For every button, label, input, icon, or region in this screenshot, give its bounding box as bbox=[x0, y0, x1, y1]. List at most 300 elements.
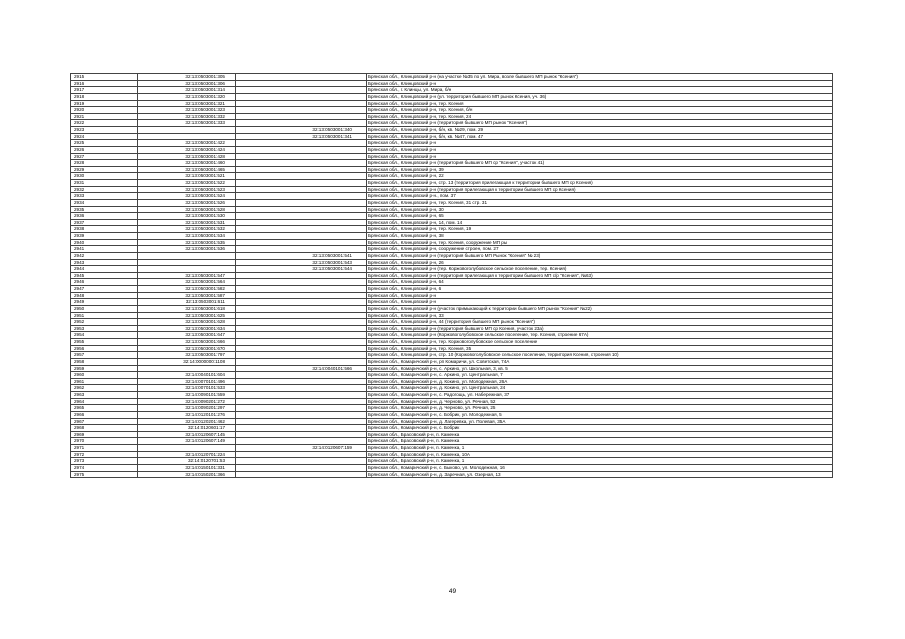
row-number-cell: 2971 bbox=[71, 445, 138, 452]
secondary-cadastral-number-cell bbox=[236, 299, 367, 306]
table-row bbox=[71, 431, 833, 438]
table-row bbox=[71, 133, 833, 140]
address-cell: Брянская обл., Комаричский р-н, с. Бобрик, ул. Молодежная, 5 bbox=[367, 411, 833, 418]
secondary-cadastral-number-cell: 32:13:0503001:544 bbox=[236, 266, 367, 273]
cadastral-number-cell: 32:13:0503001:422 bbox=[138, 140, 236, 147]
table-row bbox=[71, 464, 833, 471]
row-number-cell: 2948 bbox=[71, 292, 138, 299]
cadastral-number-cell: 32:13:0503001:634 bbox=[138, 325, 236, 332]
address-cell: Брянская обл., Клинцовский р-н (тер. Коржовоголубовское сельское поселение, тер. Ксения) bbox=[367, 266, 833, 273]
secondary-cadastral-number-cell bbox=[236, 219, 367, 226]
table-row bbox=[71, 378, 833, 385]
secondary-cadastral-number-cell bbox=[236, 272, 367, 279]
secondary-cadastral-number-cell bbox=[236, 166, 367, 173]
table-row bbox=[71, 372, 833, 379]
secondary-cadastral-number-cell bbox=[236, 193, 367, 200]
cadastral-number-cell: 32:14:0090201:272 bbox=[138, 398, 236, 405]
address-cell: Брянская обл., Клинцовский р-н (территория бывшего МП ср "Ксения", участок 41) bbox=[367, 160, 833, 167]
secondary-cadastral-number-cell bbox=[236, 405, 367, 412]
cadastral-number-cell: 32:13:0503001:534 bbox=[138, 233, 236, 240]
cadastral-number-cell bbox=[138, 252, 236, 259]
row-number-cell: 2965 bbox=[71, 405, 138, 412]
secondary-cadastral-number-cell bbox=[236, 213, 367, 220]
secondary-cadastral-number-cell bbox=[236, 385, 367, 392]
row-number-cell: 2932 bbox=[71, 186, 138, 193]
cadastral-number-cell bbox=[138, 365, 236, 372]
row-number-cell: 2957 bbox=[71, 352, 138, 359]
row-number-cell: 2933 bbox=[71, 193, 138, 200]
secondary-cadastral-number-cell bbox=[236, 411, 367, 418]
table-row bbox=[71, 352, 833, 359]
row-number-cell: 2934 bbox=[71, 199, 138, 206]
row-number-cell: 2952 bbox=[71, 319, 138, 326]
cadastral-number-cell: 32:13:0503001:532 bbox=[138, 226, 236, 233]
address-cell: Брянская обл., Клинцовский р-н, стр. 10 (Коржовоголубовское сельское поселение, территория Ксения, строения 10) bbox=[367, 352, 833, 359]
secondary-cadastral-number-cell: 32:14:0120607:159 bbox=[236, 445, 367, 452]
address-cell: Брянская обл., Комаричский р-н, д. Кокино, ул. Центральная, 24 bbox=[367, 385, 833, 392]
secondary-cadastral-number-cell bbox=[236, 246, 367, 253]
secondary-cadastral-number-cell bbox=[236, 345, 367, 352]
address-cell: Брянская обл., Клинцовский р-н, тер. Ксения, 19 bbox=[367, 226, 833, 233]
table-row bbox=[71, 411, 833, 418]
secondary-cadastral-number-cell bbox=[236, 471, 367, 478]
row-number-cell: 2969 bbox=[71, 431, 138, 438]
row-number-cell: 2972 bbox=[71, 451, 138, 458]
cadastral-number-cell: 32:13:0503001:424 bbox=[138, 146, 236, 153]
cadastral-number-cell: 32:13:0503001:522 bbox=[138, 180, 236, 187]
secondary-cadastral-number-cell bbox=[236, 425, 367, 432]
secondary-cadastral-number-cell bbox=[236, 186, 367, 193]
secondary-cadastral-number-cell bbox=[236, 146, 367, 153]
address-cell: Брянская обл., Комаричский р-н, д. Лагеревка, ул. Полевая, 35А bbox=[367, 418, 833, 425]
secondary-cadastral-number-cell bbox=[236, 431, 367, 438]
row-number-cell: 2938 bbox=[71, 226, 138, 233]
secondary-cadastral-number-cell bbox=[236, 74, 367, 81]
address-cell: Брянская обл., Клинцовский р-н, 14, пом. 14 bbox=[367, 219, 833, 226]
row-number-cell: 2942 bbox=[71, 252, 138, 259]
address-cell: Брянская обл., Брасовский р-н, п. Каменка, 10А bbox=[367, 451, 833, 458]
row-number-cell: 2968 bbox=[71, 425, 138, 432]
table-row bbox=[71, 180, 833, 187]
address-cell: Брянская обл., Клинцовский р-н, 39 bbox=[367, 166, 833, 173]
address-cell: Брянская обл., Брасовский р-н, п. Каменка, 1 bbox=[367, 445, 833, 452]
cadastral-number-cell: 32:13:0503001:306 bbox=[138, 80, 236, 87]
secondary-cadastral-number-cell: 32:14:0040101:566 bbox=[236, 365, 367, 372]
row-number-cell: 2918 bbox=[71, 93, 138, 100]
secondary-cadastral-number-cell bbox=[236, 153, 367, 160]
secondary-cadastral-number-cell bbox=[236, 292, 367, 299]
row-number-cell: 2958 bbox=[71, 358, 138, 365]
address-cell: Брянская обл., Клинцовский р-н bbox=[367, 299, 833, 306]
cadastral-number-cell: 32:13:0503001:523 bbox=[138, 186, 236, 193]
cadastral-number-cell: 32:14:0090201:297 bbox=[138, 405, 236, 412]
secondary-cadastral-number-cell: 32:13:0503001:340 bbox=[236, 127, 367, 134]
table-row bbox=[71, 199, 833, 206]
address-cell: Брянская обл., Клинцовский р-н, б/н, кв. №29, пом. 29 bbox=[367, 127, 833, 134]
secondary-cadastral-number-cell: 32:13:0503001:541 bbox=[236, 252, 367, 259]
cadastral-number-cell bbox=[138, 445, 236, 452]
table-row bbox=[71, 345, 833, 352]
row-number-cell: 2924 bbox=[71, 133, 138, 140]
row-number-cell: 2917 bbox=[71, 87, 138, 94]
secondary-cadastral-number-cell bbox=[236, 392, 367, 399]
table-row bbox=[71, 74, 833, 81]
secondary-cadastral-number-cell bbox=[236, 87, 367, 94]
row-number-cell: 2959 bbox=[71, 365, 138, 372]
registry-table-body bbox=[71, 74, 833, 478]
cadastral-number-cell: 32:13:0503001:666 bbox=[138, 339, 236, 346]
row-number-cell: 2945 bbox=[71, 272, 138, 279]
row-number-cell: 2955 bbox=[71, 339, 138, 346]
cadastral-number-cell: 32:14:0120101:276 bbox=[138, 411, 236, 418]
cadastral-number-cell: 32:14:0040101:604 bbox=[138, 372, 236, 379]
address-cell: Брянская обл., Комаричский р-н, д. Кокино, ул. Молодежная, 26А bbox=[367, 378, 833, 385]
cadastral-number-cell: 32:13:0503001:582 bbox=[138, 286, 236, 293]
cadastral-number-cell: 32:13:0503001:670 bbox=[138, 345, 236, 352]
secondary-cadastral-number-cell bbox=[236, 378, 367, 385]
address-cell: Брянская обл., Комаричский р-н, д. Черново, ул. Речная, 25 bbox=[367, 405, 833, 412]
address-cell: Брянская обл., Клинцовский р-н, 33 bbox=[367, 312, 833, 319]
secondary-cadastral-number-cell bbox=[236, 140, 367, 147]
row-number-cell: 2929 bbox=[71, 166, 138, 173]
address-cell: Брянская обл., Клинцовский р-н (территория прилегающая к территории бывшего МП с/р "Ксения", №63) bbox=[367, 272, 833, 279]
secondary-cadastral-number-cell bbox=[236, 160, 367, 167]
cadastral-number-cell: 32:13:0503001:528 bbox=[138, 206, 236, 213]
row-number-cell: 2946 bbox=[71, 279, 138, 286]
row-number-cell: 2961 bbox=[71, 378, 138, 385]
address-cell: Брянская обл., Клинцовский р-н, 65 bbox=[367, 213, 833, 220]
row-number-cell: 2956 bbox=[71, 345, 138, 352]
secondary-cadastral-number-cell bbox=[236, 418, 367, 425]
address-cell: Брянская обл., Клинцовский р-н, тер. Ксения, сооружение МП ры bbox=[367, 239, 833, 246]
address-cell: Брянская обл., Клинцовский р-н (территория бывшего МП рынок "Ксения") bbox=[367, 120, 833, 127]
row-number-cell: 2954 bbox=[71, 332, 138, 339]
table-row bbox=[71, 266, 833, 273]
address-cell: Брянская обл., Клинцовский р-н (территория бывшего МП ср Ксения, участок 23а) bbox=[367, 325, 833, 332]
secondary-cadastral-number-cell bbox=[236, 312, 367, 319]
address-cell: Брянская обл., Клинцовский р-н (участок примыкающий к территории бывшего МП рынок "Ксения" №22) bbox=[367, 305, 833, 312]
cadastral-number-cell: 32:13:0503001:305 bbox=[138, 74, 236, 81]
address-cell: Брянская обл., Клинцовский р-н bbox=[367, 80, 833, 87]
cadastral-number-cell: 32:13:0503001:531 bbox=[138, 219, 236, 226]
cadastral-number-cell: 32:13:0503001:323 bbox=[138, 107, 236, 114]
row-number-cell: 2975 bbox=[71, 471, 138, 478]
table-row bbox=[71, 127, 833, 134]
cadastral-number-cell: 32:13:0503001:321 bbox=[138, 100, 236, 107]
row-number-cell: 2926 bbox=[71, 146, 138, 153]
table-row bbox=[71, 239, 833, 246]
address-cell: Брянская обл., Клинцовский р-н, стр. 13 (территория прилегающая к территории бывшего МП ср Ксения) bbox=[367, 180, 833, 187]
table-row bbox=[71, 385, 833, 392]
address-cell: Брянская обл., Клинцовский р-н (территория прилегающая к территории бывшего МП ср Ксения) bbox=[367, 186, 833, 193]
table-row bbox=[71, 405, 833, 412]
address-cell: Брянская обл., Клинцовский р-н, тер. Ксения bbox=[367, 100, 833, 107]
row-number-cell: 2915 bbox=[71, 74, 138, 81]
cadastral-number-cell: 32:14:0070101:533 bbox=[138, 385, 236, 392]
table-row bbox=[71, 392, 833, 399]
row-number-cell: 2966 bbox=[71, 411, 138, 418]
cadastral-number-cell: 32:14:0120701:224 bbox=[138, 451, 236, 458]
table-row bbox=[71, 113, 833, 120]
table-row bbox=[71, 325, 833, 332]
address-cell: Брянская обл., Клинцовский р-н, 26 bbox=[367, 259, 833, 266]
table-row bbox=[71, 173, 833, 180]
cadastral-number-cell: 32:14:0120701:53 bbox=[138, 458, 236, 465]
cadastral-number-cell: 32:14:0090101:559 bbox=[138, 392, 236, 399]
address-cell: Брянская обл., Брасовский р-н, п. Каменка bbox=[367, 431, 833, 438]
table-row bbox=[71, 93, 833, 100]
cadastral-number-cell: 32:13:0503001:332 bbox=[138, 113, 236, 120]
row-number-cell: 2967 bbox=[71, 418, 138, 425]
cadastral-number-cell: 32:14:0000000:1108 bbox=[138, 358, 236, 365]
address-cell: Брянская обл., Клинцовский р-н (Коржовоголубовское сельское поселение, тер. Ксения, строение 67А) bbox=[367, 332, 833, 339]
row-number-cell: 2970 bbox=[71, 438, 138, 445]
table-row bbox=[71, 451, 833, 458]
row-number-cell: 2935 bbox=[71, 206, 138, 213]
cadastral-number-cell: 32:13:0503001:647 bbox=[138, 332, 236, 339]
cadastral-number-cell: 32:13:0503001:526 bbox=[138, 199, 236, 206]
address-cell: Брянская обл., Клинцовский р-н (на участке №35 по ул. Мира, возле бывшего МП рынок "Ксения") bbox=[367, 74, 833, 81]
table-row bbox=[71, 80, 833, 87]
table-row bbox=[71, 471, 833, 478]
cadastral-number-cell: 32:14:0070101:496 bbox=[138, 378, 236, 385]
row-number-cell: 2941 bbox=[71, 246, 138, 253]
secondary-cadastral-number-cell bbox=[236, 372, 367, 379]
table-row bbox=[71, 312, 833, 319]
address-cell: Брянская обл., г. Клинцы, ул. Мира, б/н bbox=[367, 87, 833, 94]
cadastral-number-cell: 32:13:0503001:535 bbox=[138, 239, 236, 246]
table-row bbox=[71, 365, 833, 372]
table-row bbox=[71, 259, 833, 266]
row-number-cell: 2960 bbox=[71, 372, 138, 379]
row-number-cell: 2919 bbox=[71, 100, 138, 107]
row-number-cell: 2936 bbox=[71, 213, 138, 220]
cadastral-number-cell: 32:13:0503001:628 bbox=[138, 319, 236, 326]
row-number-cell: 2973 bbox=[71, 458, 138, 465]
secondary-cadastral-number-cell bbox=[236, 286, 367, 293]
address-cell: Брянская обл., Брасовский р-н, п. Каменка, 1 bbox=[367, 458, 833, 465]
secondary-cadastral-number-cell bbox=[236, 319, 367, 326]
cadastral-number-cell: 32:14:0120607:149 bbox=[138, 438, 236, 445]
secondary-cadastral-number-cell bbox=[236, 305, 367, 312]
table-row bbox=[71, 120, 833, 127]
table-row bbox=[71, 213, 833, 220]
secondary-cadastral-number-cell bbox=[236, 438, 367, 445]
address-cell: Брянская обл., Брасовский р-н, п. Каменка bbox=[367, 438, 833, 445]
cadastral-number-cell bbox=[138, 133, 236, 140]
table-row bbox=[71, 305, 833, 312]
address-cell: Брянская обл., Клинцовский р-н, б/н, кв. №47, пом. 47 bbox=[367, 133, 833, 140]
address-cell: Брянская обл., Комаричский р-н, с. Аркино, ул. Школьная, 3, кв. 5 bbox=[367, 365, 833, 372]
cadastral-number-cell: 32:14:0120607:145 bbox=[138, 431, 236, 438]
table-row bbox=[71, 107, 833, 114]
row-number-cell: 2925 bbox=[71, 140, 138, 147]
row-number-cell: 2974 bbox=[71, 464, 138, 471]
cadastral-number-cell: 32:13:0503001:611 bbox=[138, 299, 236, 306]
cadastral-number-cell: 32:13:0503001:314 bbox=[138, 87, 236, 94]
row-number-cell: 2964 bbox=[71, 398, 138, 405]
secondary-cadastral-number-cell bbox=[236, 107, 367, 114]
table-row bbox=[71, 458, 833, 465]
cadastral-number-cell: 32:13:0503001:530 bbox=[138, 213, 236, 220]
secondary-cadastral-number-cell bbox=[236, 233, 367, 240]
address-cell: Брянская обл., Комаричский р-н, с. Аркино, ул. Центральная, 7 bbox=[367, 372, 833, 379]
row-number-cell: 2940 bbox=[71, 239, 138, 246]
table-row bbox=[71, 100, 833, 107]
table-row bbox=[71, 358, 833, 365]
table-row bbox=[71, 252, 833, 259]
cadastral-number-cell: 32:14:0120601:17 bbox=[138, 425, 236, 432]
table-row bbox=[71, 166, 833, 173]
table-row bbox=[71, 193, 833, 200]
cadastral-number-cell bbox=[138, 259, 236, 266]
cadastral-number-cell: 32:13:0503001:797 bbox=[138, 352, 236, 359]
address-cell: Брянская обл., Комаричский р-н, с. Радогощь, ул. Набережная, 37 bbox=[367, 392, 833, 399]
table-row bbox=[71, 299, 833, 306]
row-number-cell: 2937 bbox=[71, 219, 138, 226]
row-number-cell: 2927 bbox=[71, 153, 138, 160]
cadastral-number-cell bbox=[138, 127, 236, 134]
secondary-cadastral-number-cell bbox=[236, 398, 367, 405]
table-row bbox=[71, 246, 833, 253]
secondary-cadastral-number-cell bbox=[236, 113, 367, 120]
table-row bbox=[71, 272, 833, 279]
row-number-cell: 2930 bbox=[71, 173, 138, 180]
secondary-cadastral-number-cell bbox=[236, 80, 367, 87]
row-number-cell: 2949 bbox=[71, 299, 138, 306]
table-row bbox=[71, 206, 833, 213]
address-cell: Брянская обл., Комаричский р-н, с. Бобрик bbox=[367, 425, 833, 432]
address-cell: Брянская обл., Комаричский р-н, д. Черново, ул. Речная, 52 bbox=[367, 398, 833, 405]
table-row bbox=[71, 87, 833, 94]
row-number-cell: 2963 bbox=[71, 392, 138, 399]
cadastral-number-cell: 32:13:0503001:587 bbox=[138, 292, 236, 299]
table-row bbox=[71, 219, 833, 226]
table-row bbox=[71, 319, 833, 326]
table-row bbox=[71, 418, 833, 425]
cadastral-number-cell: 32:13:0503001:521 bbox=[138, 173, 236, 180]
address-cell: Брянская обл., Клинцовский р-н, 30 bbox=[367, 206, 833, 213]
address-cell: Брянская обл., Клинцовский р-н bbox=[367, 292, 833, 299]
row-number-cell: 2920 bbox=[71, 107, 138, 114]
row-number-cell: 2921 bbox=[71, 113, 138, 120]
table-row bbox=[71, 146, 833, 153]
table-row bbox=[71, 226, 833, 233]
secondary-cadastral-number-cell bbox=[236, 206, 367, 213]
cadastral-number-cell bbox=[138, 266, 236, 273]
row-number-cell: 2947 bbox=[71, 286, 138, 293]
table-row bbox=[71, 140, 833, 147]
row-number-cell: 2922 bbox=[71, 120, 138, 127]
table-row bbox=[71, 445, 833, 452]
cadastral-number-cell: 32:14:0150201:366 bbox=[138, 471, 236, 478]
address-cell: Брянская обл., Клинцовский р-н bbox=[367, 153, 833, 160]
secondary-cadastral-number-cell bbox=[236, 173, 367, 180]
table-row bbox=[71, 233, 833, 240]
table-row bbox=[71, 398, 833, 405]
address-cell: Брянская обл., Комаричский р-н, д. Заречная, ул. Озерная, 13 bbox=[367, 471, 833, 478]
registry-table bbox=[70, 73, 833, 478]
row-number-cell: 2962 bbox=[71, 385, 138, 392]
secondary-cadastral-number-cell bbox=[236, 358, 367, 365]
secondary-cadastral-number-cell: 32:13:0503001:543 bbox=[236, 259, 367, 266]
cadastral-number-cell: 32:13:0503001:460 bbox=[138, 160, 236, 167]
table-row bbox=[71, 339, 833, 346]
address-cell: Брянская обл., Клинцовский р-н (территория бывшего МП Рынок "Ксения" № 23) bbox=[367, 252, 833, 259]
secondary-cadastral-number-cell bbox=[236, 451, 367, 458]
row-number-cell: 2943 bbox=[71, 259, 138, 266]
row-number-cell: 2928 bbox=[71, 160, 138, 167]
address-cell: Брянская обл., Клинцовский р-н., пом. 37 bbox=[367, 193, 833, 200]
cadastral-number-cell: 32:13:0503001:524 bbox=[138, 193, 236, 200]
cadastral-number-cell: 32:13:0503001:547 bbox=[138, 272, 236, 279]
address-cell: Брянская обл., Клинцовский р-н bbox=[367, 140, 833, 147]
secondary-cadastral-number-cell bbox=[236, 332, 367, 339]
address-cell: Брянская обл., Клинцовский р-н, тер. Ксения, 31 стр. 31 bbox=[367, 199, 833, 206]
secondary-cadastral-number-cell: 32:13:0503001:341 bbox=[236, 133, 367, 140]
address-cell: Брянская обл., Клинцовский р-н (ул. территория бывшего МП рынок Ксения, уч. 36) bbox=[367, 93, 833, 100]
secondary-cadastral-number-cell bbox=[236, 339, 367, 346]
address-cell: Брянская обл., Клинцовский р-н, 6 bbox=[367, 286, 833, 293]
row-number-cell: 2939 bbox=[71, 233, 138, 240]
table-row bbox=[71, 279, 833, 286]
table-row bbox=[71, 186, 833, 193]
secondary-cadastral-number-cell bbox=[236, 464, 367, 471]
cadastral-number-cell: 32:14:0150101:331 bbox=[138, 464, 236, 471]
table-row bbox=[71, 332, 833, 339]
row-number-cell: 2931 bbox=[71, 180, 138, 187]
row-number-cell: 2923 bbox=[71, 127, 138, 134]
secondary-cadastral-number-cell bbox=[236, 458, 367, 465]
address-cell: Брянская обл., Клинцовский р-н, тер. Ксения, б/н bbox=[367, 107, 833, 114]
address-cell: Брянская обл., Комаричский р-н, рп Комаричи, ул. Советская, 74А bbox=[367, 358, 833, 365]
cadastral-number-cell: 32:13:0503001:564 bbox=[138, 279, 236, 286]
table-row bbox=[71, 153, 833, 160]
cadastral-number-cell: 32:13:0503001:618 bbox=[138, 305, 236, 312]
address-cell: Брянская обл., Клинцовский р-н, 44 (территория бывшего МП рынок "Ксения") bbox=[367, 319, 833, 326]
cadastral-number-cell: 32:14:0120201:462 bbox=[138, 418, 236, 425]
table-row bbox=[71, 292, 833, 299]
secondary-cadastral-number-cell bbox=[236, 352, 367, 359]
cadastral-number-cell: 32:13:0503001:428 bbox=[138, 153, 236, 160]
cadastral-number-cell: 32:13:0503001:625 bbox=[138, 312, 236, 319]
secondary-cadastral-number-cell bbox=[236, 279, 367, 286]
secondary-cadastral-number-cell bbox=[236, 180, 367, 187]
secondary-cadastral-number-cell bbox=[236, 239, 367, 246]
row-number-cell: 2953 bbox=[71, 325, 138, 332]
secondary-cadastral-number-cell bbox=[236, 93, 367, 100]
secondary-cadastral-number-cell bbox=[236, 325, 367, 332]
page-number: 49 bbox=[448, 588, 457, 595]
address-cell: Брянская обл., Клинцовский р-н, 38 bbox=[367, 233, 833, 240]
cadastral-number-cell: 32:13:0503001:333 bbox=[138, 120, 236, 127]
row-number-cell: 2951 bbox=[71, 312, 138, 319]
cadastral-number-cell: 32:13:0503001:320 bbox=[138, 93, 236, 100]
address-cell: Брянская обл., Клинцовский р-н, тер. Ксения, 24 bbox=[367, 113, 833, 120]
address-cell: Брянская обл., Клинцовский р-н bbox=[367, 146, 833, 153]
row-number-cell: 2944 bbox=[71, 266, 138, 273]
address-cell: Брянская обл., Клинцовский р-н, 64 bbox=[367, 279, 833, 286]
table-row bbox=[71, 438, 833, 445]
secondary-cadastral-number-cell bbox=[236, 199, 367, 206]
secondary-cadastral-number-cell bbox=[236, 120, 367, 127]
secondary-cadastral-number-cell bbox=[236, 226, 367, 233]
cadastral-number-cell: 32:13:0503001:465 bbox=[138, 166, 236, 173]
address-cell: Брянская обл., Клинцовский р-н, тер. Ксения, 35 bbox=[367, 345, 833, 352]
row-number-cell: 2950 bbox=[71, 305, 138, 312]
address-cell: Брянская обл., Клинцовский р-н, сооружение строен, пом. 27 bbox=[367, 246, 833, 253]
cadastral-number-cell: 32:13:0503001:536 bbox=[138, 246, 236, 253]
